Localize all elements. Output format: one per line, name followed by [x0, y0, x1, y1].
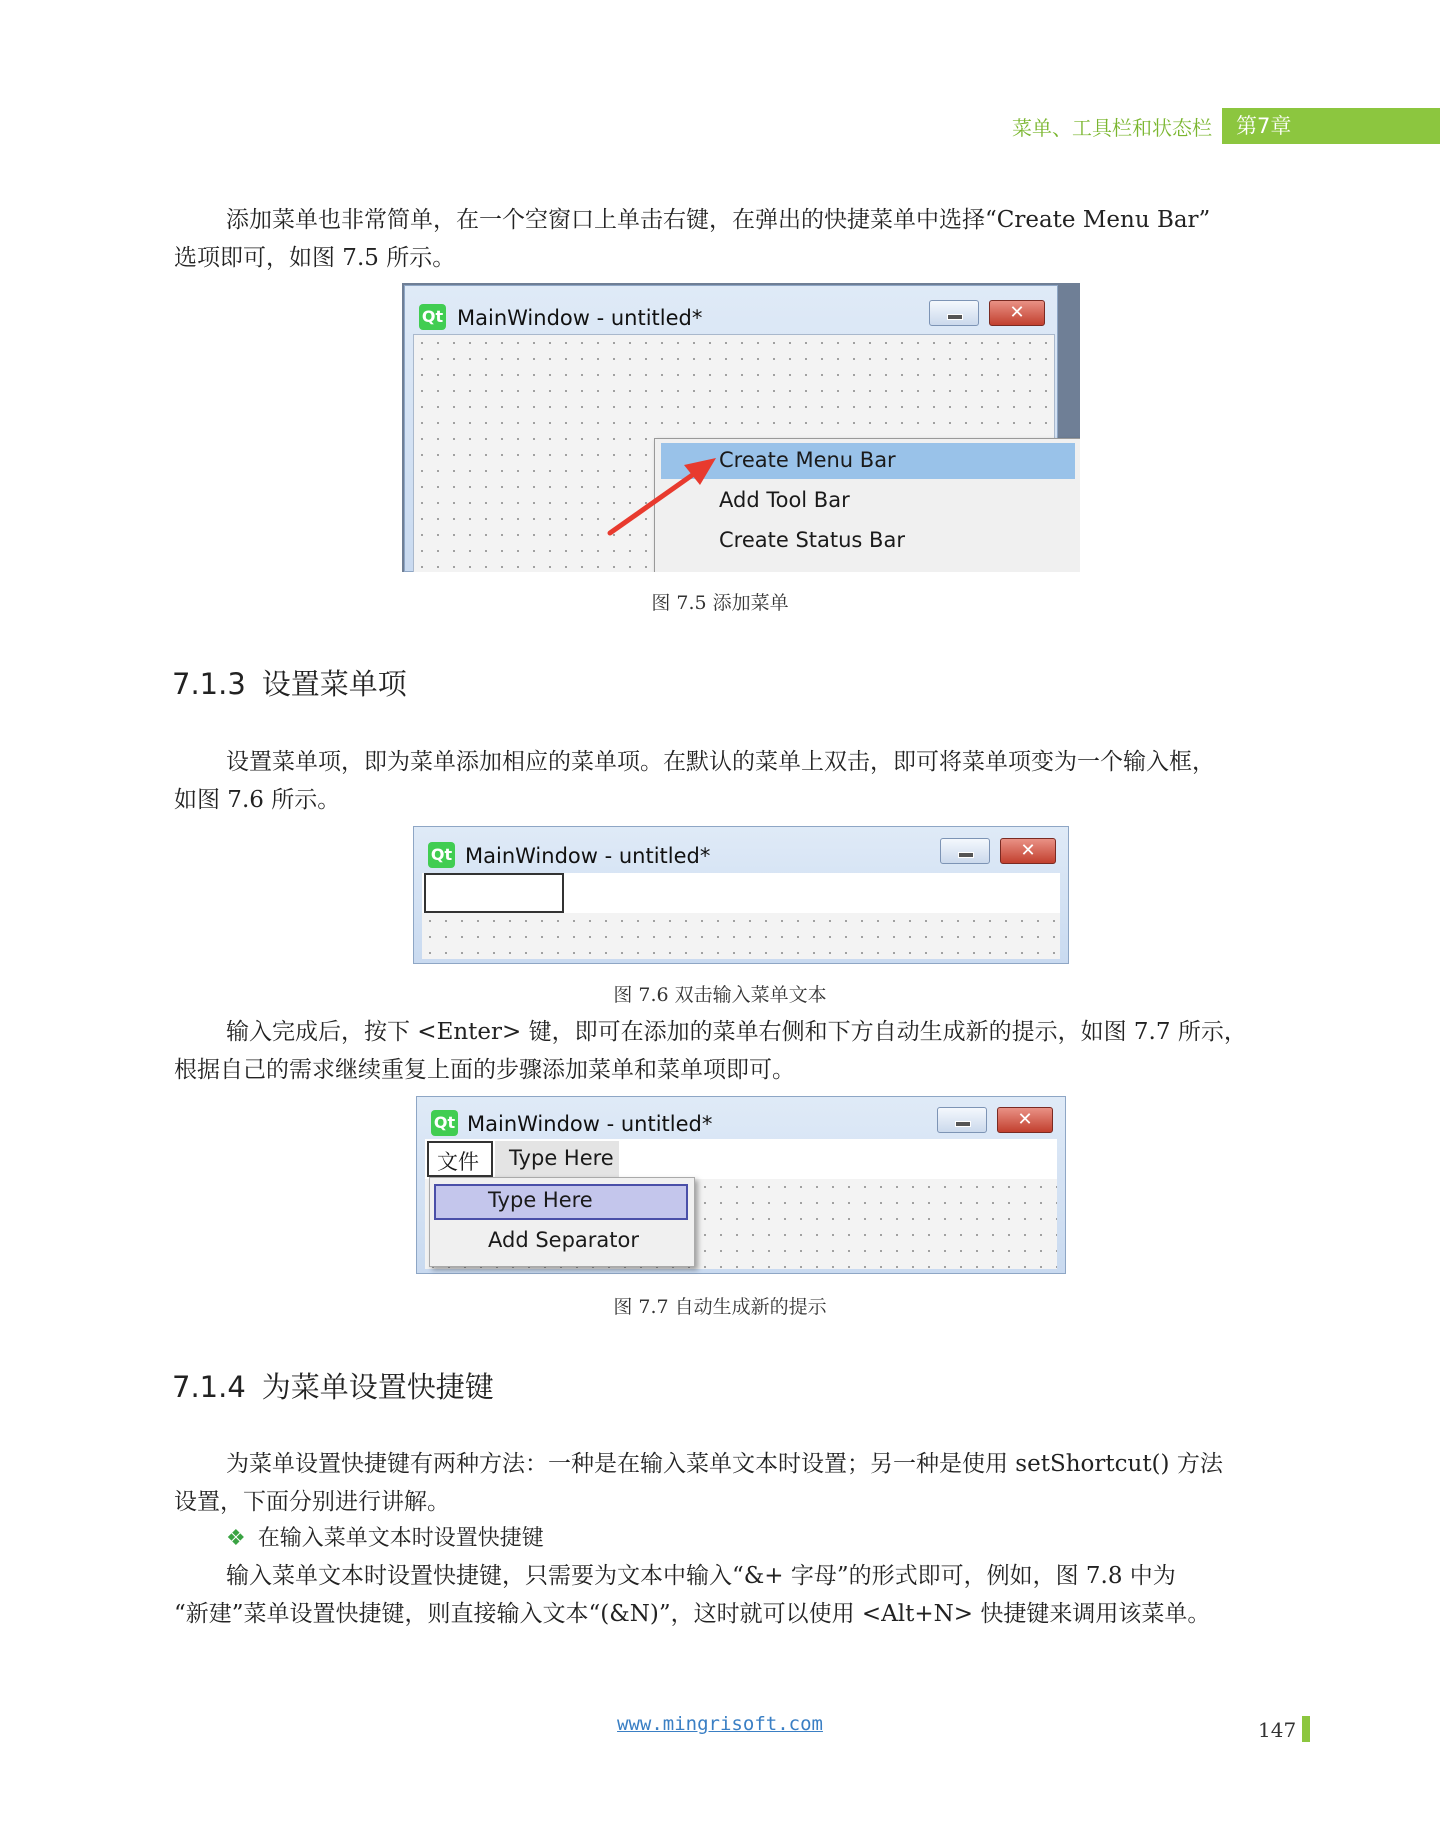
- running-header: 菜单、工具栏和状态栏: [1012, 116, 1212, 140]
- title-bar: [414, 827, 1068, 871]
- page-number-marker: [1302, 1716, 1310, 1742]
- paragraph-5-line-2: “新建”菜单设置快捷键，则直接输入文本“(&N)”，这时就可以使用 <Alt+N> 快捷键来调用该菜单。: [174, 1601, 1211, 1627]
- paragraph-4-line-1: 为菜单设置快捷键有两种方法：一种是在输入菜单文本时设置；另一种是使用 setShortcut() 方法: [226, 1451, 1223, 1477]
- dropdown-menu: [429, 1177, 695, 1267]
- figure-7-5: [402, 283, 1080, 572]
- bullet-text: 在输入菜单文本时设置快捷键: [257, 1526, 544, 1551]
- menu-bar: [422, 873, 1060, 913]
- section-heading-7-1-4: [172, 1365, 494, 1406]
- red-arrow-icon: [402, 283, 1080, 572]
- section-title: 为菜单设置快捷键: [261, 1370, 494, 1404]
- dropdown-item-add-separator[interactable]: Add Separator: [488, 1228, 639, 1252]
- menu-bar: [425, 1139, 1057, 1179]
- footer-url-link[interactable]: www.mingrisoft.com: [617, 1713, 823, 1735]
- close-button[interactable]: ✕: [997, 1107, 1053, 1133]
- window-title: MainWindow - untitled*: [457, 306, 703, 330]
- figure-7-6-caption: 图 7.6 双击输入菜单文本: [613, 984, 827, 1006]
- section-heading-7-1-3: [172, 662, 407, 703]
- dropdown-item-type-here[interactable]: Type Here: [488, 1188, 593, 1212]
- paragraph-3-line-2: 根据自己的需求继续重复上面的步骤添加菜单和菜单项即可。: [174, 1057, 795, 1083]
- paragraph-5: [174, 1557, 1310, 1633]
- bullet-item: [226, 1521, 544, 1552]
- figure-7-6-window: [413, 826, 1069, 964]
- minimize-button[interactable]: [940, 838, 990, 864]
- paragraph-1-line-1: 添加菜单也非常简单，在一个空窗口上单击右键，在弹出的快捷菜单中选择“Create Menu Bar”: [226, 207, 1211, 233]
- section-number: 7.1.3: [172, 667, 246, 701]
- paragraph-2-line-1: 设置菜单项，即为菜单添加相应的菜单项。在默认的菜单上双击，即可将菜单项变为一个输入框，: [226, 749, 1215, 775]
- page-number: 147: [1258, 1718, 1297, 1742]
- menu-type-here-label: Type Here: [509, 1146, 614, 1170]
- qt-logo-icon: Qt: [428, 842, 455, 868]
- form-canvas[interactable]: [422, 913, 1060, 959]
- menu-item-add-tool-bar[interactable]: Add Tool Bar: [719, 488, 850, 512]
- paragraph-1-line-2: 选项即可，如图 7.5 所示。: [174, 245, 456, 271]
- paragraph-3-line-1: 输入完成后，按下 <Enter> 键，即可在添加的菜单右侧和下方自动生成新的提示，如图 7.7 所示，: [226, 1019, 1247, 1045]
- figure-7-7-caption: 图 7.7 自动生成新的提示: [613, 1296, 827, 1318]
- qt-logo-icon: Qt: [431, 1110, 458, 1136]
- paragraph-3: [174, 1013, 1310, 1089]
- diamond-bullet-icon: ❖: [226, 1526, 246, 1551]
- section-number: 7.1.4: [172, 1370, 246, 1404]
- close-button[interactable]: ✕: [1000, 838, 1056, 864]
- menu-item-create-menu-bar[interactable]: Create Menu Bar: [719, 448, 896, 472]
- title-bar: [417, 1097, 1065, 1141]
- minimize-button[interactable]: [937, 1107, 987, 1133]
- paragraph-1: [174, 201, 1310, 277]
- paragraph-2: [174, 743, 1310, 819]
- paragraph-2-line-2: 如图 7.6 所示。: [174, 787, 341, 813]
- paragraph-4: [174, 1445, 1310, 1521]
- qt-logo-icon: Qt: [419, 304, 446, 330]
- window-title: MainWindow - untitled*: [467, 1112, 713, 1136]
- menu-file-label: 文件: [437, 1150, 479, 1174]
- figure-7-7-window: [416, 1096, 1066, 1274]
- window-title: MainWindow - untitled*: [465, 844, 711, 868]
- section-title: 设置菜单项: [261, 667, 407, 701]
- chapter-badge: 第7章: [1222, 108, 1440, 144]
- close-button[interactable]: ✕: [989, 300, 1045, 326]
- paragraph-5-line-1: 输入菜单文本时设置快捷键，只需要为文本中输入“&+ 字母”的形式即可，例如，图 7.8 中为: [226, 1563, 1176, 1589]
- menu-item-create-status-bar[interactable]: Create Status Bar: [719, 528, 905, 552]
- paragraph-4-line-2: 设置，下面分别进行讲解。: [174, 1489, 450, 1515]
- figure-7-5-caption: 图 7.5 添加菜单: [651, 592, 789, 614]
- menu-text-input[interactable]: [424, 873, 564, 913]
